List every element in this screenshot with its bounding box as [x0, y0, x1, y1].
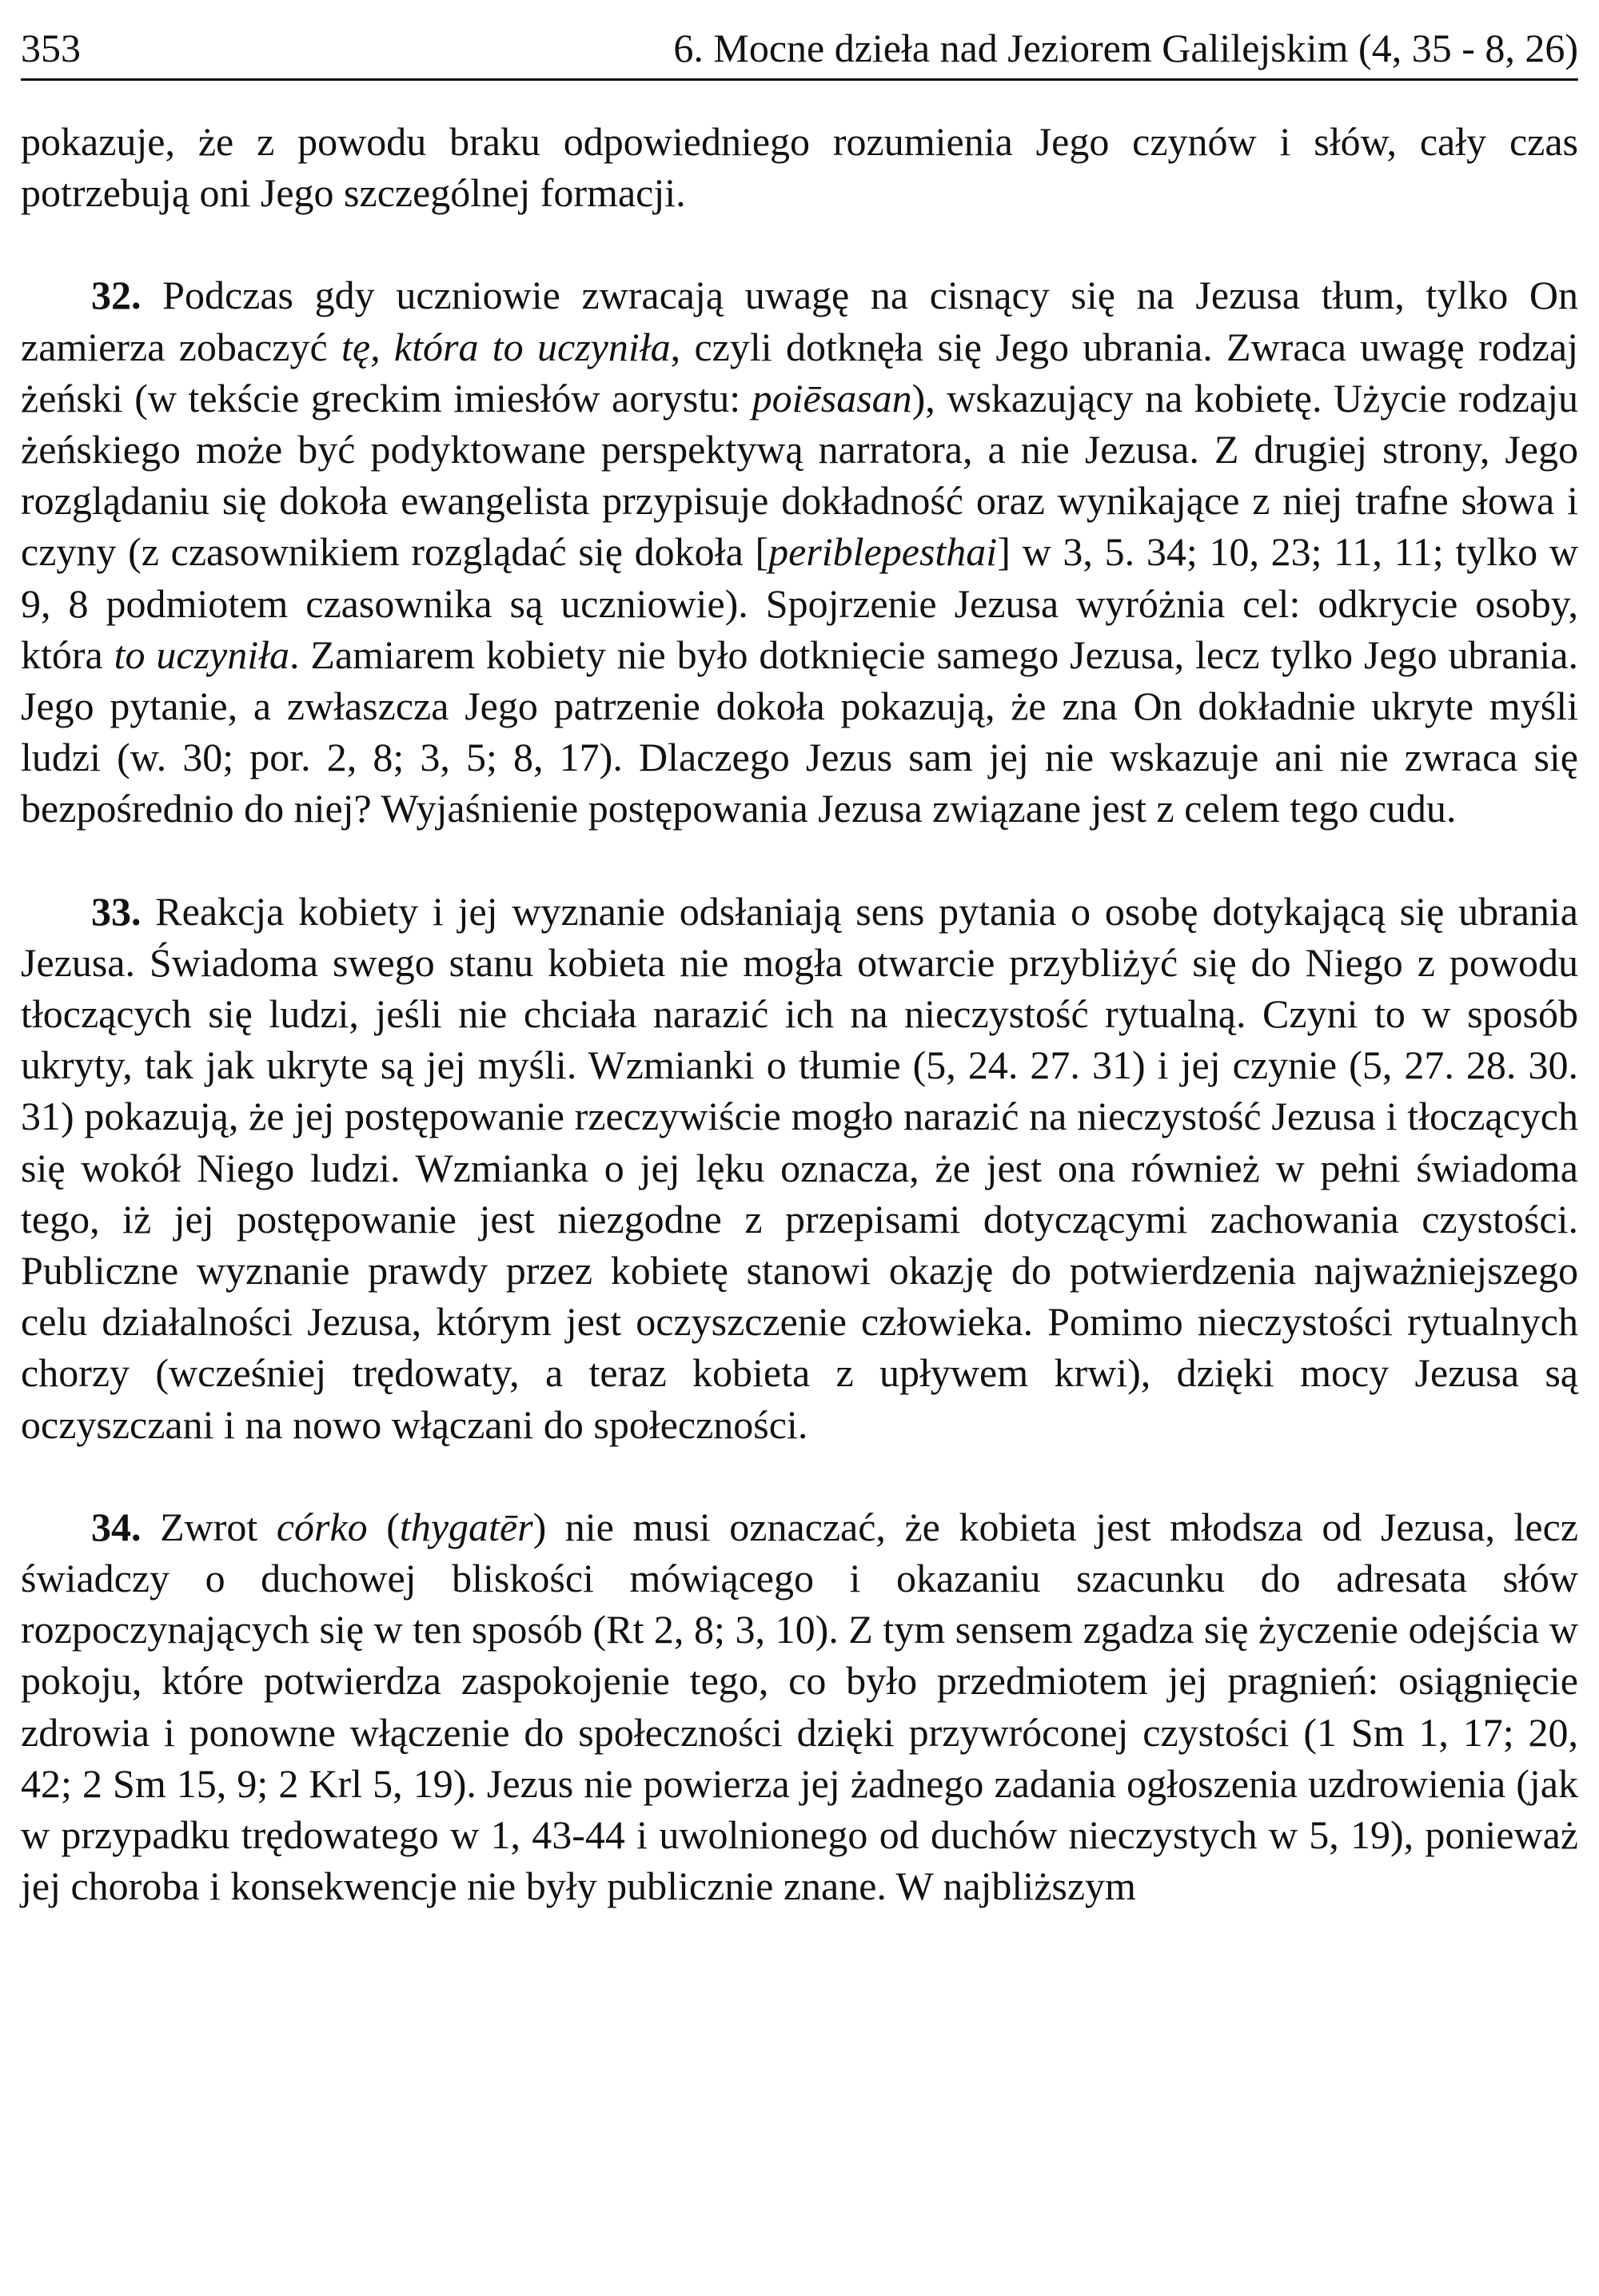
paragraph-text: pokazuje, że z powodu braku odpowiedniego rozumienia Jego czynów i słów, cały czas potrzebują oni Jego szczególnej formacji.	[21, 119, 1578, 216]
text-run: (	[367, 1504, 400, 1549]
text-run: ] w 3, 5. 34; 10, 23; 11, 11; tylko w 9, 8 podmiotem czasownika są uczniowie). Spojrzenie Jezusa wyróżnia cel: odkrycie osoby, która	[21, 529, 1578, 677]
italic-run: thygatēr	[399, 1504, 533, 1549]
text-run: Zwrot	[141, 1504, 277, 1549]
running-title: 6. Mocne dzieła nad Jeziorem Galilejskim (4, 35 - 8, 26)	[673, 26, 1578, 70]
italic-run: tę, która to uczyniła	[341, 324, 671, 369]
italic-run: córko	[276, 1504, 368, 1549]
paragraph-continued	[21, 116, 1578, 218]
text-run: ) nie musi oznaczać, że kobieta jest młodsza od Jezusa, lecz świadczy o duchowej bliskości mówiącego i okazaniu szacunku do adresata słów rozpoczynających się w ten sposób (Rt 2, 8; 3, 10). Z tym sensem zgadza się życzenie odejścia w pokoju, które potwierdza zaspokojenie tego, co było przedmiotem jej pragnień: osiągnięcie zdrowia i ponowne włączenie do społeczności dzięki przywróconej czystości (1 Sm 1, 17; 20, 42; 2 Sm 15, 9; 2 Krl 5, 19). Jezus nie powierza jej żadnego zadania ogłoszenia uzdrowienia (jak w przypadku trędowatego w 1, 43-44 i uwolnionego od duchów nieczystych w 5, 19), ponieważ jej choroba i konsekwencje nie były publicznie znane. W najbliższym	[21, 1504, 1578, 1909]
italic-run: to uczyniła	[114, 632, 290, 677]
paragraph-number: 34.	[91, 1504, 142, 1549]
text-run: Reakcja kobiety i jej wyznanie odsłaniają sens pytania o osobę dotykającą się ubrania Jezusa. Świadoma swego stanu kobieta nie mogła otwarcie przybliżyć się do Niego z powodu tłoczących się ludzi, jeśli nie chciała narazić ich na nieczystość rytualną. Czyni to w sposób ukryty, tak jak ukryte są jej myśli. Wzmianki o tłumie (5, 24. 27. 31) i jej czynie (5, 27. 28. 30. 31) pokazują, że jej postępowanie rzeczywiście mogło narazić na nieczystość Jezusa i tłoczących się wokół Niego ludzi. Wzmianka o jej lęku oznacza, że jest ona również w pełni świadoma tego, iż jej postępowanie jest niezgodne z przepisami dotyczącymi zachowania czystości. Publiczne wyznanie prawdy przez kobietę stanowi okazję do potwierdzenia najważniejszego celu działalności Jezusa, którym jest oczyszczenie człowieka. Pomimo nieczystości rytualnych chorzy (wcześniej trędowaty, a teraz kobieta z upływem krwi), dzięki mocy Jezusa są oczyszczani i na nowo włączani do społeczności.	[21, 888, 1578, 1447]
text-run: . Zamiarem kobiety nie było dotknięcie samego Jezusa, lecz tylko Jego ubrania. Jego pytanie, a zwłaszcza Jego patrzenie dokoła pokazują, że zna On dokładnie ukryte myśli ludzi (w. 30; por. 2, 8; 3, 5; 8, 17). Dlaczego Jezus sam jej nie wskazuje ani nie zwraca się bezpośrednio do niej? Wyjaśnienie postępowania Jezusa związane jest z celem tego cudu.	[21, 632, 1578, 831]
text-run: ), wskazujący na kobietę. Użycie rodzaju żeńskiego może być podyktowane perspektywą narratora, a nie Jezusa. Z drugiej strony, Jego rozglądaniu się dokoła ewangelista przypisuje dokładność oraz wynikające z niej trafne słowa i czyny (z czasownikiem rozglądać się dokoła [	[21, 375, 1578, 575]
page-number: 353	[21, 26, 81, 70]
italic-run: poiēsasan	[752, 375, 912, 421]
paragraph-number: 33.	[91, 888, 142, 934]
paragraph-34	[21, 1501, 1578, 1912]
running-header	[21, 24, 1578, 81]
text-run: , czyli dotknęła się Jego ubrania. Zwraca uwagę rodzaj żeński (w tekście greckim imiesłów aorystu:	[21, 324, 1578, 421]
paragraph-number: 32.	[91, 273, 142, 318]
paragraph-33	[21, 886, 1578, 1450]
text-run: Podczas gdy uczniowie zwracają uwagę na cisnący się na Jezusa tłum, tylko On zamierza zobaczyć	[21, 273, 1578, 369]
paragraph-32	[21, 269, 1578, 834]
book-page	[21, 24, 1578, 1963]
italic-run: periblepesthai	[768, 529, 998, 575]
